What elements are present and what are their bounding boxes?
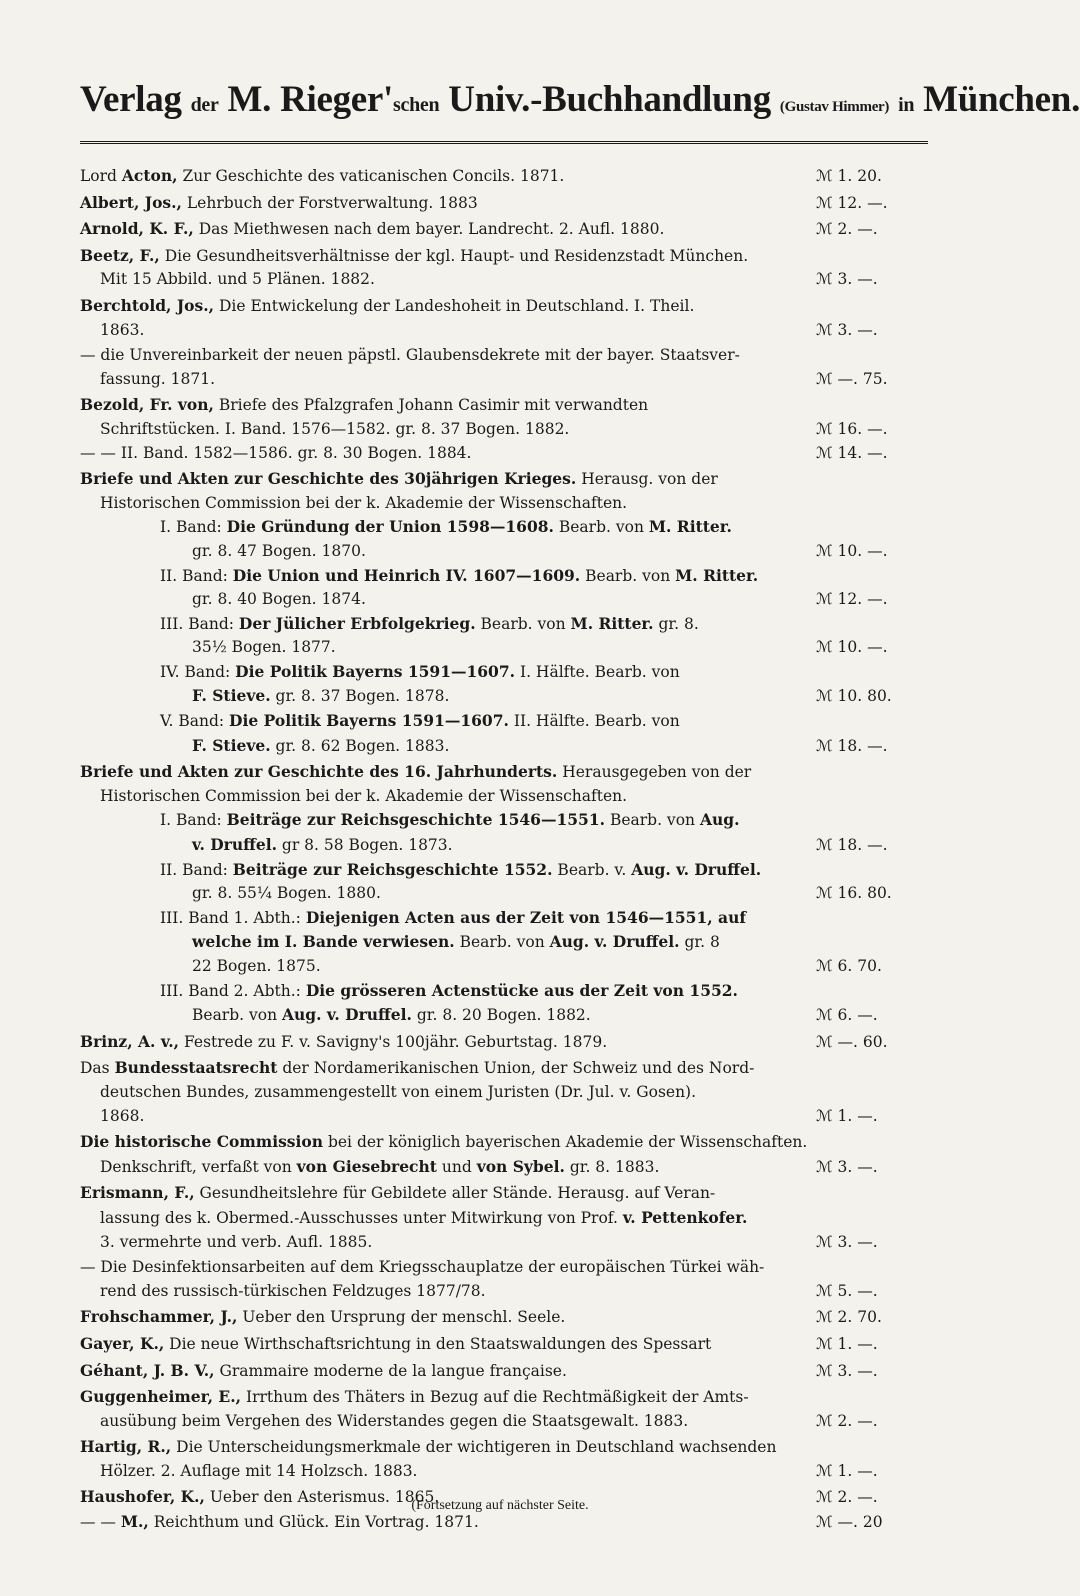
entry-text [80, 1332, 810, 1357]
entry-price: ℳ 3. —. [816, 1157, 878, 1176]
entry-segment: II. Hälfte. Bearb. von [508, 712, 680, 731]
entry-segment: 35½ Bogen. 1877. [192, 638, 336, 657]
entry-name: Aug. v. Druffel. [282, 1005, 412, 1025]
entry-text [80, 164, 810, 189]
entry-segment: Herausg. von der [576, 470, 718, 489]
catalog-entry [80, 191, 928, 216]
entry-text [100, 268, 810, 292]
entry-price: ℳ 16. 80. [816, 884, 892, 903]
entry-line [80, 734, 928, 759]
entry-segment: Irrthum des Thäters in Bezug auf die Rechtmäßigkeit der Amts- [241, 1388, 749, 1407]
header-schen: schen [393, 94, 440, 116]
entry-line [80, 344, 928, 368]
entry-price: ℳ 2. —. [816, 1411, 878, 1430]
header-himmer: (Gustav Himmer) [779, 99, 890, 115]
entry-segment: deutschen Bundes, zusammengestellt von einem Juristen (Dr. Jul. v. Gosen). [100, 1082, 697, 1101]
entry-price: ℳ 3. —. [816, 270, 878, 289]
entry-text [100, 418, 810, 442]
entry-text [192, 588, 810, 612]
entry-segment: Grammaire moderne de la langue française. [214, 1361, 567, 1380]
entry-segment: bei der königlich bayerischen Akademie der Wissenschaften. [323, 1133, 808, 1152]
entry-price: ℳ 2. —. [816, 220, 878, 239]
entry-text [100, 1155, 810, 1180]
entry-text [100, 1280, 810, 1304]
entry-segment: Die neue Wirthschaftsrichtung in den Staatswaldungen des Spessart [164, 1334, 712, 1353]
entry-segment: gr. 8. 37 Bogen. 1878. [270, 687, 450, 706]
entry-line [80, 164, 928, 189]
entry-text [80, 760, 810, 785]
entry-text [80, 1435, 810, 1460]
entry-line [80, 1130, 928, 1155]
entry-line [80, 418, 928, 442]
entry-segment: Schriftstücken. I. Band. 1576—1582. gr. 8. 37 Bogen. 1882. [100, 419, 570, 438]
catalog-entry [80, 393, 928, 465]
entry-name: Guggenheimer, E., [80, 1387, 242, 1407]
entry-segment: I. Hälfte. Bearb. von [515, 662, 680, 681]
entry-price: ℳ —. 60. [816, 1032, 888, 1051]
catalog-entry [80, 244, 928, 292]
entry-segment: gr. 8. 55¼ Bogen. 1880. [192, 884, 381, 903]
entry-segment: Festrede zu F. v. Savigny's 100jähr. Geburtstag. 1879. [179, 1032, 608, 1051]
entry-price: ℳ 18. —. [816, 736, 888, 755]
entry-price: ℳ 6. 70. [816, 957, 882, 975]
entry-segment: Historischen Commission bei der k. Akademie der Wissenschaften. [100, 786, 628, 805]
entry-name: Aug. v. Druffel. [631, 859, 762, 879]
entry-segment: Bearb. von [475, 614, 571, 633]
entry-line [80, 540, 928, 564]
entry-line [80, 760, 928, 785]
entry-text [192, 734, 810, 759]
catalog-entry [80, 217, 928, 242]
entry-price: ℳ 16. —. [816, 419, 888, 438]
entry-segment: gr. 8. 1883. [564, 1157, 660, 1176]
entry-line [80, 1206, 928, 1231]
entry-line [80, 808, 928, 833]
entry-segment: 1863. [100, 320, 145, 339]
header-buchhandlung: Univ.-Buchhandlung [448, 79, 771, 120]
entry-segment: gr. 8. 47 Bogen. 1870. [192, 541, 366, 560]
entry-line [80, 319, 928, 343]
catalog-entry [80, 1359, 928, 1384]
catalog-entry [80, 1385, 928, 1433]
entry-price: ℳ 6. —. [816, 1006, 878, 1025]
entry-segment: Bearb. v. [552, 860, 632, 879]
entry-name: Albert, Jos., [80, 192, 182, 212]
entry-price: ℳ 14. —. [816, 443, 888, 462]
entry-line [80, 1030, 928, 1055]
entry-line [80, 492, 928, 516]
catalog-entries [80, 164, 928, 1535]
entry-text [80, 191, 810, 216]
entry-line [80, 217, 928, 242]
entry-price: ℳ 10. 80. [816, 687, 892, 706]
entry-text [192, 930, 810, 955]
entry-line [80, 833, 928, 858]
entry-name: Aug. v. Druffel. [549, 932, 680, 952]
entry-segment: Historischen Commission bei der k. Akademie der Wissenschaften. [100, 493, 628, 512]
entry-price: ℳ 12. —. [816, 193, 888, 212]
publisher-header [80, 72, 1080, 144]
catalog-entry [80, 344, 928, 391]
entry-segment: Herausgegeben von der [557, 763, 752, 782]
entry-name: Hartig, R., [80, 1437, 172, 1457]
entry-segment: I. Band: [160, 518, 227, 537]
entry-name: Die historische Commission [80, 1132, 324, 1152]
entry-price: ℳ 3. —. [816, 320, 878, 339]
entry-segment: ausübung beim Vergehen des Widerstandes gegen die Staatsgewalt. 1883. [100, 1411, 689, 1430]
entry-name: Briefe und Akten zur Geschichte des 16. Jahrhunderts. [80, 762, 558, 782]
entry-line [80, 1155, 928, 1180]
entry-segment: Ueber den Ursprung der menschl. Seele. [237, 1308, 566, 1327]
header-der: der [190, 94, 219, 116]
entry-segment: fassung. 1871. [100, 369, 216, 388]
catalog-entry [80, 164, 928, 189]
entry-text [80, 1359, 810, 1384]
entry-line [80, 1332, 928, 1357]
entry-name: M. Ritter. [675, 565, 759, 585]
entry-line [80, 1460, 928, 1484]
entry-line [80, 684, 928, 709]
entry-segment: II. Band: [160, 860, 233, 879]
catalog-entry [80, 1305, 928, 1330]
entry-name: Die grösseren Actenstücke aus der Zeit von 1552. [305, 980, 738, 1000]
entry-text [100, 1410, 810, 1434]
entry-segment: V. Band: [160, 712, 230, 731]
entry-text [80, 217, 810, 242]
entry-segment: III. Band: [160, 614, 239, 633]
entry-price: ℳ 12. —. [816, 590, 888, 609]
entry-name: Beiträge zur Reichsgeschichte 1552. [232, 859, 553, 879]
entry-line [80, 906, 928, 931]
continuation-note: (Fortsetzung auf nächster Seite. [411, 1498, 589, 1513]
entry-text [192, 684, 810, 709]
catalog-entry [80, 1030, 928, 1055]
header-rieger: M. Rieger' [227, 79, 394, 120]
entry-line [80, 268, 928, 292]
entry-text [160, 515, 810, 540]
entry-text [80, 1181, 810, 1206]
entry-price: ℳ 1. —. [816, 1106, 878, 1125]
entry-name: Berchtold, Jos., [80, 295, 215, 315]
entry-name: Die Politik Bayerns 1591—1607. [229, 711, 509, 731]
entry-segment: — Die Desinfektionsarbeiten auf dem Kriegsschauplatze der europäischen Türkei wäh- [80, 1258, 765, 1277]
entry-segment: Das [80, 1059, 115, 1078]
catalog-entry [80, 1056, 928, 1128]
entry-segment: gr. 8. [653, 614, 699, 633]
header-muenchen: München. [923, 79, 1080, 120]
entry-name: Der Jülicher Erbfolgekrieg. [238, 613, 476, 633]
entry-segment: — die Unvereinbarkeit der neuen päpstl. Glaubensdekrete mit der bayer. Staatsver- [80, 346, 740, 365]
entry-segment: 22 Bogen. 1875. [192, 957, 321, 975]
entry-text [80, 1130, 810, 1155]
entry-segment: Bearb. von [553, 518, 649, 537]
entry-line [80, 1105, 928, 1129]
entry-price: ℳ 2. —. [816, 1488, 878, 1507]
entry-line [80, 979, 928, 1004]
entry-text [192, 955, 810, 979]
entry-text [160, 906, 810, 931]
entry-text [80, 393, 810, 418]
header-verlag: Verlag [80, 79, 182, 120]
catalog-entry [80, 1435, 928, 1483]
entry-line [80, 467, 928, 492]
entry-name: F. Stieve. [192, 735, 271, 755]
entry-segment: 3. vermehrte und verb. Aufl. 1885. [100, 1232, 373, 1251]
entry-name: Arnold, K. F., [80, 219, 194, 239]
catalog-entry [80, 1256, 928, 1303]
entry-name: F. Stieve. [192, 686, 271, 706]
entry-segment: — — [80, 1513, 121, 1532]
entry-text [80, 344, 810, 368]
entry-segment: und [436, 1157, 477, 1176]
catalog-page [80, 72, 1080, 1537]
entry-line [80, 882, 928, 906]
entry-line [80, 1359, 928, 1384]
entry-name: Beiträge zur Reichsgeschichte 1546—1551. [226, 810, 606, 830]
entry-line [80, 660, 928, 685]
entry-line [80, 1003, 928, 1028]
entry-segment: gr. 8. 62 Bogen. 1883. [270, 736, 450, 755]
entry-text [80, 294, 810, 319]
entry-segment: I. Band: [160, 811, 227, 830]
entry-segment: Das Miethwesen nach dem bayer. Landrecht. 2. Aufl. 1880. [193, 220, 665, 239]
entry-segment: Die Unterscheidungsmerkmale der wichtigeren in Deutschland wachsenden [171, 1438, 777, 1457]
entry-segment: gr 8. 58 Bogen. 1873. [277, 836, 453, 855]
entry-text [192, 636, 810, 660]
entry-line [80, 1410, 928, 1434]
entry-segment: gr. 8 [679, 933, 720, 952]
entry-segment: Bearb. von [192, 1006, 282, 1025]
entry-segment: Reichthum und Glück. Ein Vortrag. 1871. [148, 1513, 479, 1532]
entry-text [100, 1460, 810, 1484]
entry-name: Géhant, J. B. V., [80, 1360, 215, 1380]
entry-line [80, 612, 928, 637]
entry-segment: III. Band 1. Abth.: [160, 908, 306, 927]
entry-price: ℳ 10. —. [816, 638, 888, 657]
entry-segment: III. Band 2. Abth.: [160, 981, 306, 1000]
entry-price: ℳ 3. —. [816, 1232, 878, 1251]
catalog-entry [80, 294, 928, 342]
entry-name: Brinz, A. v., [80, 1031, 180, 1051]
entry-segment: Mit 15 Abbild. und 5 Plänen. 1882. [100, 270, 375, 289]
entry-text [100, 1105, 810, 1129]
entry-text [100, 319, 810, 343]
entry-price: ℳ 2. 70. [816, 1308, 882, 1327]
entry-text [80, 1030, 810, 1055]
entry-name: Gayer, K., [80, 1333, 165, 1353]
entry-line [80, 191, 928, 216]
entry-line [80, 244, 928, 269]
entry-line [80, 294, 928, 319]
entry-segment: gr. 8. 40 Bogen. 1874. [192, 590, 366, 609]
entry-segment: — — II. Band. 1582—1586. gr. 8. 30 Bogen. 1884. [80, 443, 472, 462]
entry-text [80, 1256, 810, 1280]
catalog-entry [80, 760, 928, 1028]
entry-segment: Bearb. von [605, 811, 700, 830]
catalog-entry [80, 467, 928, 758]
entry-name: Briefe und Akten zur Geschichte des 30jährigen Krieges. [80, 469, 577, 489]
entry-name: Die Gründung der Union 1598—1608. [226, 517, 554, 537]
entry-line [80, 368, 928, 392]
entry-segment: Gesundheitslehre für Gebildete aller Stände. Herausg. auf Veran- [194, 1184, 716, 1203]
entry-text [160, 979, 810, 1004]
entry-segment: Die Gesundheitsverhältnisse der kgl. Haupt- und Residenzstadt München. [159, 246, 749, 265]
entry-line [80, 1181, 928, 1206]
entry-text [160, 612, 810, 637]
entry-text [160, 808, 810, 833]
header-in: in [898, 94, 915, 116]
entry-price: ℳ —. 75. [816, 369, 888, 388]
entry-price: ℳ 1. —. [816, 1334, 878, 1353]
entry-text [160, 660, 810, 685]
entry-text [160, 858, 810, 883]
entry-segment: Lehrbuch der Forstverwaltung. 1883 [181, 193, 478, 212]
entry-line [80, 393, 928, 418]
entry-price: ℳ 3. —. [816, 1361, 878, 1380]
entry-price: ℳ 18. —. [816, 836, 888, 855]
entry-text [192, 882, 810, 906]
entry-price: ℳ 1. —. [816, 1461, 878, 1480]
entry-text [100, 785, 810, 809]
entry-text [100, 1206, 810, 1231]
entry-text [192, 1003, 810, 1028]
entry-name: Erismann, F., [80, 1183, 195, 1203]
entry-text [160, 709, 810, 734]
entry-segment: lassung des k. Obermed.-Ausschusses unter Mitwirkung von Prof. [100, 1208, 623, 1227]
entry-name: von Giesebrecht [296, 1156, 437, 1176]
entry-name: Bundesstaatsrecht [114, 1058, 278, 1078]
entry-name: Diejenigen Acten aus der Zeit von 1546—1551, auf [305, 907, 747, 927]
catalog-entry [80, 1130, 928, 1179]
entry-text [80, 1056, 810, 1081]
entry-segment: Bearb. von [580, 566, 676, 585]
entry-name: Bezold, Fr. von, [80, 395, 214, 415]
entry-name: v. Pettenkofer. [622, 1207, 748, 1227]
entry-line [80, 1305, 928, 1330]
entry-segment: IV. Band: [160, 662, 236, 681]
entry-line [80, 1280, 928, 1304]
entry-segment: rend des russisch-türkischen Feldzuges 1877/78. [100, 1281, 486, 1300]
entry-price: ℳ 10. —. [816, 541, 888, 560]
entry-line [80, 955, 928, 979]
entry-text [100, 492, 810, 516]
entry-segment: Hölzer. 2. Auflage mit 14 Holzsch. 1883. [100, 1461, 418, 1480]
entry-line [80, 442, 928, 466]
entry-line [80, 1256, 928, 1280]
entry-segment: Briefe des Pfalzgrafen Johann Casimir mit verwandten [213, 396, 649, 415]
entry-segment: Denkschrift, verfaßt von [100, 1157, 297, 1176]
entry-text [80, 244, 810, 269]
catalog-entry [80, 1181, 928, 1254]
entry-line [80, 515, 928, 540]
entry-text [100, 1231, 810, 1255]
entry-line [80, 930, 928, 955]
entry-text [160, 564, 810, 589]
entry-line [80, 1435, 928, 1460]
entry-line [80, 1231, 928, 1255]
entry-line [80, 785, 928, 809]
entry-segment: Bearb. von [454, 933, 550, 952]
entry-line [80, 709, 928, 734]
entry-name: welche im I. Bande verwiesen. [192, 932, 455, 952]
entry-line [80, 636, 928, 660]
entry-line [80, 1081, 928, 1105]
entry-price: ℳ 5. —. [816, 1281, 878, 1300]
entry-segment: Die Entwickelung der Landeshoheit in Deutschland. I. Theil. [214, 296, 695, 315]
entry-line [80, 564, 928, 589]
entry-text [80, 1305, 810, 1330]
entry-name: M., [120, 1512, 149, 1532]
entry-segment: Ueber den Asterismus. 1865. [204, 1488, 440, 1507]
entry-name: Aug. [699, 810, 740, 830]
entry-text [192, 540, 810, 564]
catalog-entry [80, 1332, 928, 1357]
entry-name: von Sybel. [476, 1156, 565, 1176]
entry-segment: II. Band: [160, 566, 233, 585]
entry-line [80, 1056, 928, 1081]
entry-text [100, 368, 810, 392]
entry-text [192, 833, 810, 858]
entry-segment: gr. 8. 20 Bogen. 1882. [411, 1006, 591, 1025]
entry-text [100, 1081, 810, 1105]
entry-text [80, 1385, 810, 1410]
entry-price: ℳ —. 20 [816, 1513, 883, 1532]
entry-name: Acton, [121, 166, 178, 185]
entry-segment: Lord [80, 167, 122, 185]
entry-line [80, 588, 928, 612]
entry-name: Die Politik Bayerns 1591—1607. [235, 661, 516, 681]
entry-name: Beetz, F., [80, 245, 160, 265]
entry-name: Die Union und Heinrich IV. 1607—1609. [232, 565, 581, 585]
entry-name: M. Ritter. [648, 517, 732, 537]
entry-name: Frohschammer, J., [80, 1307, 238, 1327]
entry-line [80, 1385, 928, 1410]
entry-text [80, 442, 810, 466]
entry-price: ℳ 1. 20. [816, 167, 882, 185]
entry-segment: 1868. [100, 1106, 145, 1125]
entry-name: v. Druffel. [192, 835, 277, 855]
entry-line [80, 858, 928, 883]
entry-text [80, 467, 810, 492]
entry-name: M. Ritter. [570, 613, 654, 633]
entry-name: Haushofer, K., [80, 1487, 205, 1507]
entry-segment: Zur Geschichte des vaticanischen Concils. 1871. [177, 167, 565, 185]
entry-segment: der Nordamerikanischen Union, der Schweiz und des Nord- [277, 1059, 755, 1078]
